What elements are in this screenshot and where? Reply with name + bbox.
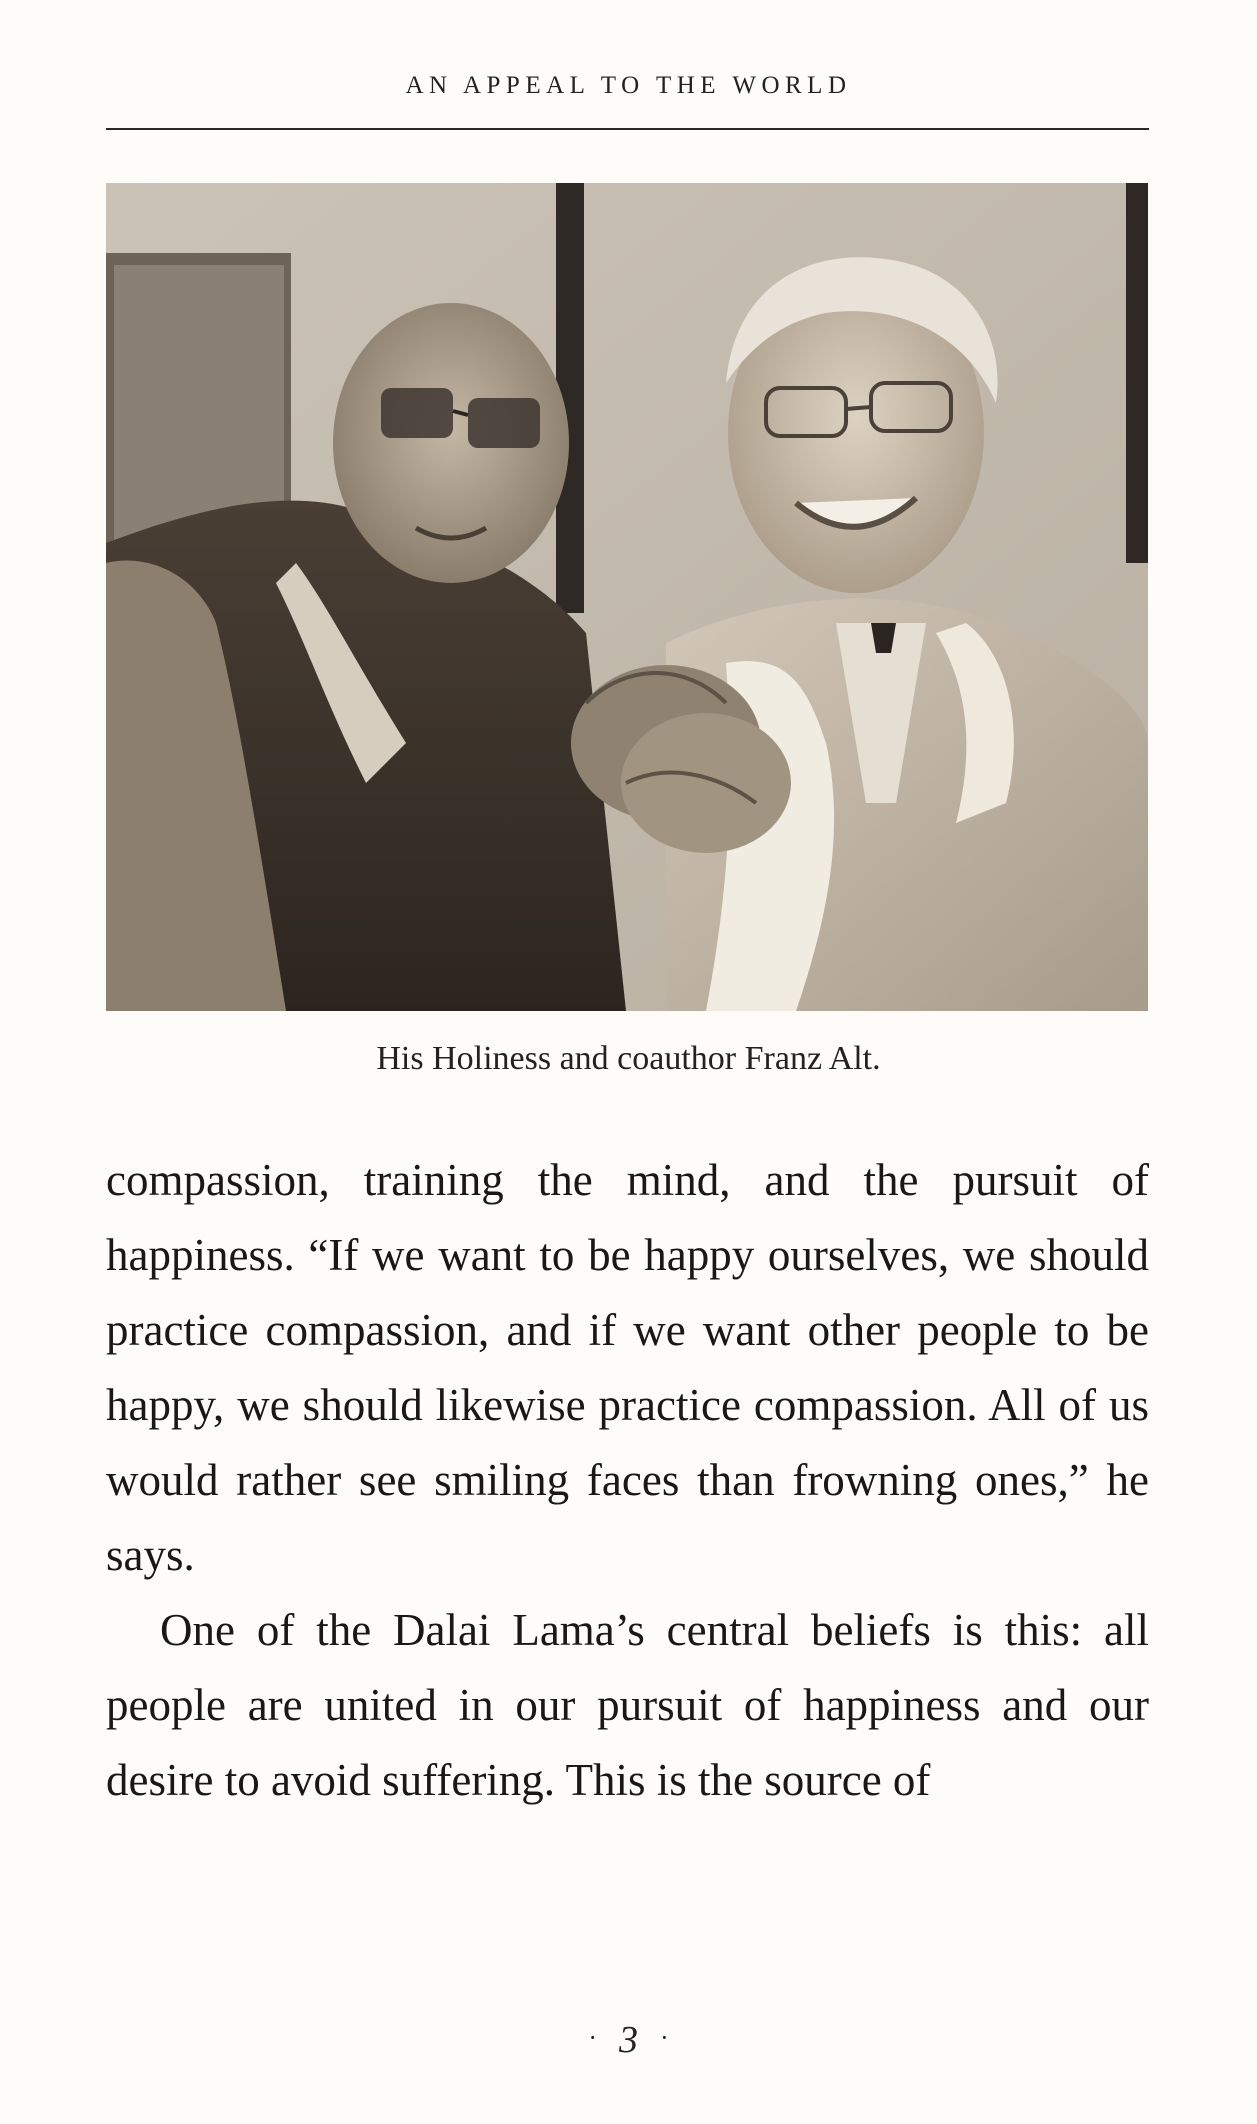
running-head: AN APPEAL TO THE WORLD bbox=[405, 72, 852, 99]
paragraph: compassion, training the mind, and the pursuit of happiness. “If we want to be happy ourselves, we should practice compassion, and if we want other people to be happy, we should likewise practice compassion. All of us would rather see smiling faces than frowning ones,” he says. bbox=[106, 1155, 1149, 1580]
figure-caption: His Holiness and coauthor Franz Alt. bbox=[376, 1040, 881, 1077]
header-rule bbox=[106, 128, 1149, 130]
page-number: 3 bbox=[619, 2019, 638, 2061]
folio-ornament-right: · bbox=[660, 2023, 669, 2052]
photograph bbox=[106, 183, 1148, 1011]
folio-ornament-left: · bbox=[588, 2023, 597, 2052]
page-number-footer bbox=[0, 2018, 1257, 2062]
paragraph: One of the Dalai Lama’s central beliefs is this: all people are united in our pursuit of happiness and our desire to avoid suffering. This is the source of bbox=[106, 1605, 1149, 1805]
photo-two-men-clasping-hands-icon bbox=[106, 183, 1148, 1011]
body-text bbox=[106, 1143, 1149, 1818]
